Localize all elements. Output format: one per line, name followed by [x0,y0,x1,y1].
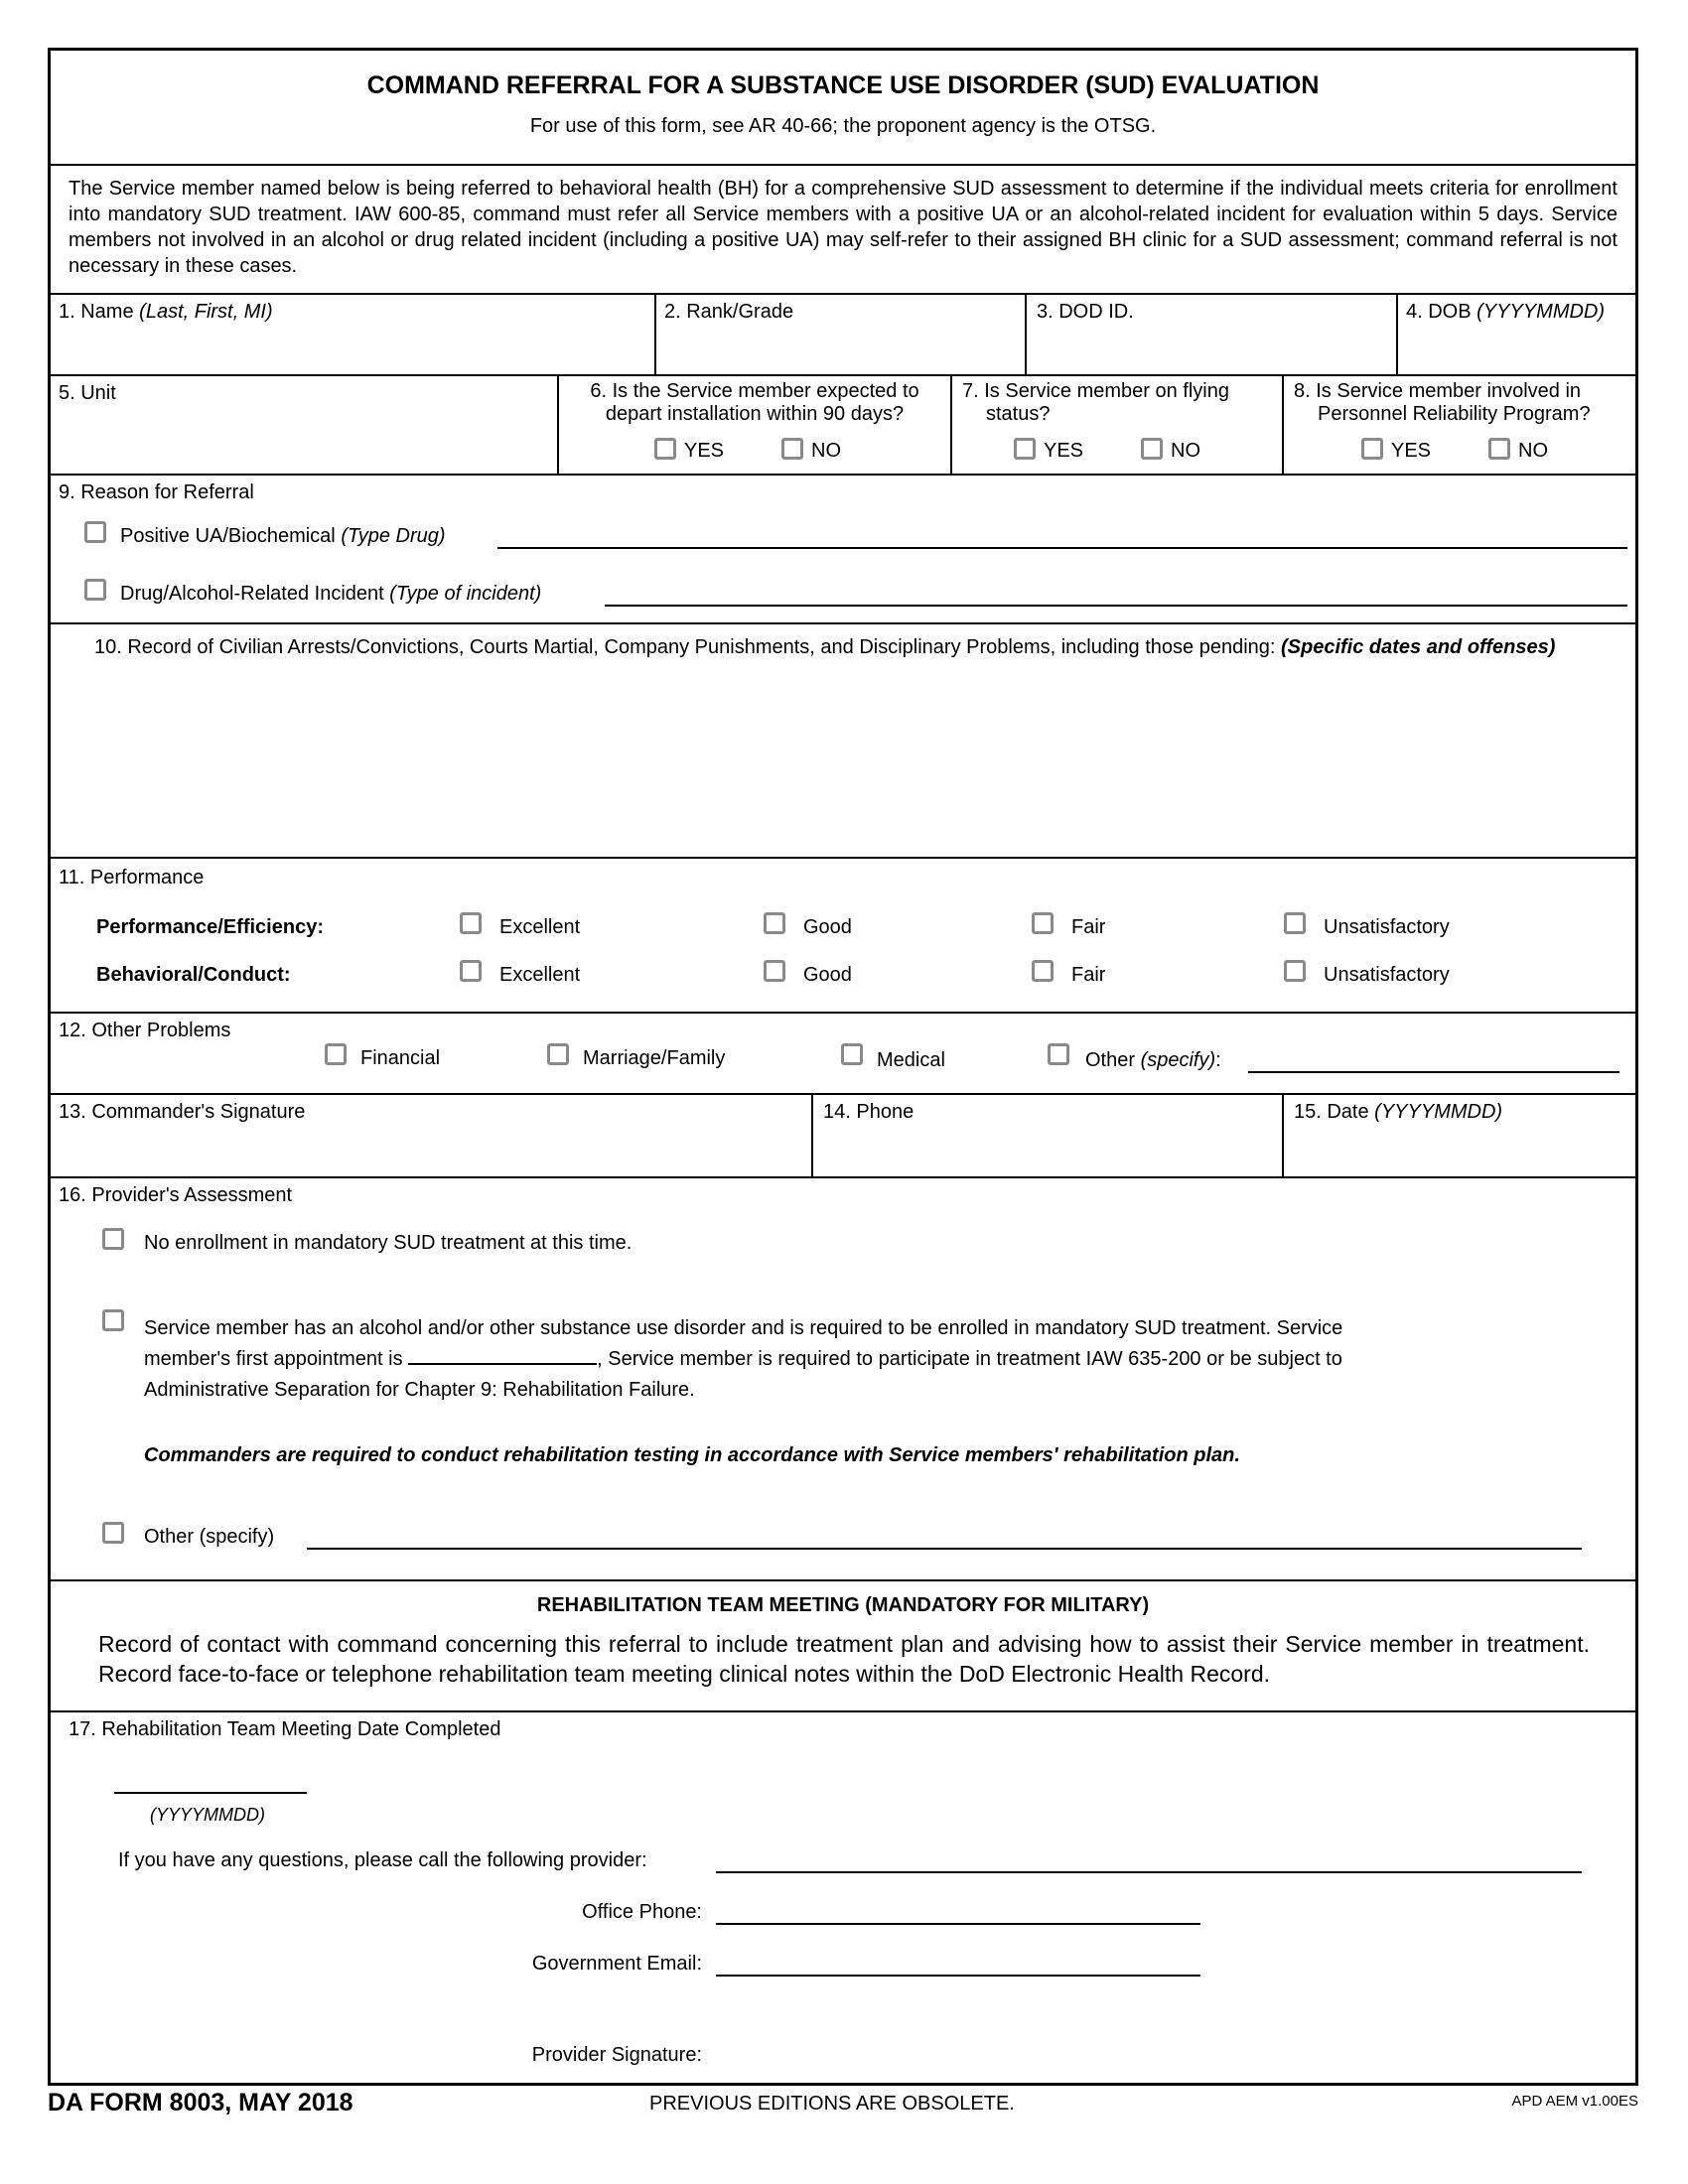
reason-label: 9. Reason for Referral [59,481,254,503]
field-prp-label-2: Personnel Reliability Program? [1318,403,1591,425]
flying-yes-label: YES [1044,440,1084,462]
enrollment-text [144,1313,1342,1406]
depart-no-checkbox[interactable] [781,438,803,460]
intro-section [51,164,1635,293]
perf-good-label: Good [803,916,852,938]
field-dob-hint: (YYYYMMDD) [1477,301,1606,323]
behav-good-checkbox[interactable] [764,960,785,982]
commander-signature-field[interactable] [51,1095,811,1176]
reason-ua-checkbox[interactable] [84,521,106,543]
depart-yes-label: YES [684,440,725,462]
section-assessment [51,1176,1635,1579]
flying-yes-checkbox[interactable] [1014,438,1036,460]
enrollment-line-3: Administrative Separation for Chapter 9: Rehabilitation Failure. [144,1379,695,1401]
gov-email-line[interactable] [716,1975,1200,1977]
performance-label: 11. Performance [59,867,205,888]
medical-label: Medical [877,1049,945,1071]
field-name-hint: (Last, First, MI) [139,301,273,323]
other-problems-label: 12. Other Problems [59,1020,231,1041]
field-dob-label: 4. DOB [1406,301,1477,323]
field-flying [950,376,1282,474]
intro-text: The Service member named below is being referred to behavioral health (BH) for a comprehensive SUD assessment to determine if the individual meets criteria for enrollment into mandatory SUD treatment. IAW 600-85, command must refer all Service members with a positive UA or an alcohol-related incident for evaluation within 5 days. Service members not involved in an alcohol or drug related incident (including a positive UA) may self-refer to their assigned BH clinic for a SUD assessment; command referral is not necessary in these cases. [69,178,1618,277]
section-record[interactable] [51,622,1635,857]
field-depart [557,376,950,474]
record-label-wrap [94,634,1600,660]
section-reason [51,474,1635,622]
enrollment-line-2a: member's first appointment is [144,1348,409,1370]
row-commander [51,1093,1635,1176]
field-flying-label-2: status? [986,403,1051,425]
provider-signature-label: Provider Signature: [531,2044,702,2066]
financial-label: Financial [360,1047,441,1069]
form-subtitle: For use of this form, see AR 40-66; the proponent agency is the OTSG. [529,115,1157,137]
marriage-label: Marriage/Family [583,1047,726,1069]
reason-ua-line[interactable] [497,547,1627,549]
reason-ua-label: Positive UA/Biochemical [120,525,342,547]
referral-form [48,48,1638,2086]
assessment-label: 16. Provider's Assessment [59,1184,293,1206]
perf-unsat-checkbox[interactable] [1284,912,1306,934]
date-hint: (YYYYMMDD) [1374,1101,1503,1123]
rehab-heading: REHABILITATION TEAM MEETING (MANDATORY FOR MILITARY) [536,1594,1150,1616]
behav-excellent-label: Excellent [499,964,581,986]
perf-unsat-label: Unsatisfactory [1324,916,1450,938]
reason-incident-label: Drug/Alcohol-Related Incident [120,583,390,605]
perf-excellent-checkbox[interactable] [460,912,482,934]
phone-field[interactable] [811,1095,1282,1176]
field-unit[interactable] [51,376,557,474]
phone-label: 14. Phone [823,1101,914,1123]
flying-no-label: NO [1171,440,1200,462]
date-field[interactable] [1282,1095,1635,1176]
rehab-date-hint: (YYYYMMDD) [150,1805,265,1825]
field-unit-label: 5. Unit [59,382,116,404]
rehab-date-line[interactable] [114,1792,307,1794]
commander-signature-label: 13. Commander's Signature [59,1101,306,1123]
field-rank[interactable] [654,295,1025,374]
questions-label: If you have any questions, please call the following provider: [118,1849,647,1871]
perf-fair-label: Fair [1071,916,1106,938]
reason-ua-hint: (Type Drug) [341,525,446,547]
perf-good-checkbox[interactable] [764,912,785,934]
field-name[interactable] [51,295,654,374]
other-problem-label: Other [1085,1049,1141,1071]
reason-incident-checkbox[interactable] [84,579,106,601]
section-rehab [51,1579,1635,1710]
office-phone-line[interactable] [716,1923,1200,1925]
record-label: 10. Record of Civilian Arrests/Convictions, Courts Martial, Company Punishments, and Disciplinary Problems, including those pending: [94,636,1281,658]
field-dob[interactable] [1396,295,1635,374]
form-header [51,51,1635,164]
other-problem-line[interactable] [1248,1071,1619,1073]
previous-editions: PREVIOUS EDITIONS ARE OBSOLETE. [649,2093,1015,2115]
prp-no-checkbox[interactable] [1488,438,1510,460]
rehab-text: Record of contact with command concerning this referral to include treatment plan and advising how to assist their Service member in treatment. Record face-to-face or telephone rehabilitation team meeting clinical notes within the DoD Electronic Health Record. [98,1631,1590,1687]
prp-no-label: NO [1518,440,1548,462]
form-id: DA FORM 8003, MAY 2018 [48,2089,353,2116]
behav-fair-label: Fair [1071,964,1106,986]
marriage-checkbox[interactable] [547,1043,569,1065]
date-label: 15. Date [1294,1101,1375,1123]
depart-no-label: NO [811,440,841,462]
financial-checkbox[interactable] [325,1043,347,1065]
assessment-other-label: Other (specify) [144,1526,275,1548]
behavior-row-label: Behavioral/Conduct: [96,964,291,986]
version-tag: APD AEM v1.00ES [1511,2093,1638,2110]
section-rehab-meeting [51,1710,1635,2086]
field-depart-label-2: depart installation within 90 days? [605,403,905,425]
field-prp-label-1: 8. Is Service member involved in [1294,380,1582,402]
perf-excellent-label: Excellent [499,916,581,938]
reason-incident-hint: (Type of incident) [389,583,542,605]
enrollment-line-2b: , Service member is required to participate in treatment IAW 635-200 or be subject to [597,1348,1342,1370]
behav-unsat-label: Unsatisfactory [1324,964,1450,986]
row-identity [51,293,1635,374]
section-other-problems [51,1012,1635,1093]
field-name-label: 1. Name [59,301,140,323]
assessment-other-line[interactable] [307,1548,1582,1550]
behav-excellent-checkbox[interactable] [460,960,482,982]
provider-name-line[interactable] [716,1871,1582,1873]
prp-yes-label: YES [1391,440,1432,462]
no-enrollment-label: No enrollment in mandatory SUD treatment at this time. [144,1232,633,1254]
field-rank-label: 2. Rank/Grade [664,301,794,323]
record-hint: (Specific dates and offenses) [1281,636,1556,658]
reason-incident-line[interactable] [605,605,1627,607]
field-dodid[interactable] [1025,295,1396,374]
gov-email-label: Government Email: [531,1953,702,1975]
flying-no-checkbox[interactable] [1141,438,1163,460]
depart-yes-checkbox[interactable] [654,438,676,460]
section-performance [51,857,1635,1012]
office-phone-label: Office Phone: [582,1901,702,1923]
field-flying-label-1: 7. Is Service member on flying [962,380,1229,402]
behav-unsat-checkbox[interactable] [1284,960,1306,982]
other-problem-checkbox[interactable] [1048,1043,1069,1065]
behav-good-label: Good [803,964,852,986]
rehab-testing-note: Commanders are required to conduct rehabilitation testing in accordance with Service members' rehabilitation plan. [144,1444,1240,1466]
other-problem-colon: : [1215,1049,1221,1071]
performance-row-label: Performance/Efficiency: [96,916,324,938]
perf-fair-checkbox[interactable] [1032,912,1054,934]
other-problem-hint: (specify) [1140,1049,1216,1071]
prp-yes-checkbox[interactable] [1361,438,1383,460]
enrollment-line-1: Service member has an alcohol and/or other substance use disorder and is required to be enrolled in mandatory SUD treatment. Service [144,1317,1343,1339]
assessment-other-checkbox[interactable] [102,1522,124,1544]
form-title: COMMAND REFERRAL FOR A SUBSTANCE USE DISORDER (SUD) EVALUATION [366,71,1320,99]
field-prp [1282,376,1635,474]
field-depart-label-1: 6. Is the Service member expected to [590,380,919,402]
enrollment-checkbox[interactable] [102,1309,124,1331]
medical-checkbox[interactable] [841,1043,863,1065]
field-dodid-label: 3. DOD ID. [1037,301,1134,323]
rehab-date-label: 17. Rehabilitation Team Meeting Date Completed [69,1718,501,1740]
no-enrollment-checkbox[interactable] [102,1228,124,1250]
row-unit [51,374,1635,474]
behav-fair-checkbox[interactable] [1032,960,1054,982]
appointment-date-line[interactable] [408,1345,597,1365]
